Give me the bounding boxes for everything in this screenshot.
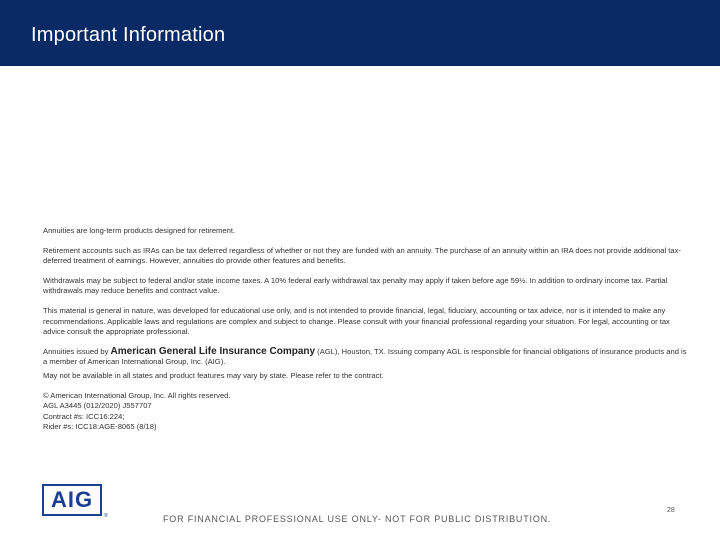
- copyright-line: © American International Group, Inc. All rights reserved.: [43, 390, 231, 400]
- issuer-text-before: Annuities issued by: [43, 346, 111, 356]
- page-number: 28: [667, 507, 675, 514]
- form-number-line: AGL A3445 (012/2020) J557707: [43, 401, 152, 411]
- paragraph-withdrawals: Withdrawals may be subject to federal and/or state income taxes. A 10% federal early withdrawal tax penalty may apply if taken before age 59½. In addition to ordinary income tax. Partial withdrawals may reduce benefits and contract value.: [43, 275, 668, 296]
- disclosure-text: [43, 226, 691, 433]
- contract-number-line: Contract #s: ICC16:224;: [43, 411, 125, 421]
- aig-logo: [42, 484, 102, 516]
- legal-block: [43, 391, 691, 433]
- paragraph-retirement-accounts: Retirement accounts such as IRAs can be tax deferred regardless of whether or not they are funded with an annuity. The purchase of an annuity within an IRA does not provide additional tax-deferred treatment of earnings. However, annuities do provide other features and benefits.: [43, 245, 681, 266]
- page-title: Important Information: [31, 24, 226, 46]
- issuer-company-name: American General Life Insurance Company: [110, 345, 316, 357]
- paragraph-general-nature: This material is general in nature, was developed for educational use only, and is not intended to provide financial, legal, fiduciary, accounting or tax advice, nor is it intended to make any recommendations. Applicable laws and regulations are complex and subject to change. Please consult with your financial professional regarding your situation. For legal, accounting or tax advice consult the appropriate professional.: [43, 305, 670, 337]
- registered-mark: ®: [104, 513, 108, 519]
- paragraph-annuities-long-term: Annuities are long-term products designed for retirement.: [43, 226, 236, 235]
- paragraph-issuer: [43, 347, 691, 368]
- aig-logo-text: AIG: [50, 487, 94, 512]
- issuer-text-after: (AGL), Houston, TX. Issuing company AGL is responsible for financial obligations of insurance products and is a member of American International Group, Inc. (AIG).: [43, 346, 687, 367]
- header-bar: [0, 0, 720, 66]
- footer-disclaimer: FOR FINANCIAL PROFESSIONAL USE ONLY- NOT FOR PUBLIC DISTRIBUTION.: [163, 514, 552, 524]
- rider-number-line: Rider #s: ICC18:AGE-8065 (8/18): [43, 422, 157, 432]
- paragraph-availability: May not be available in all states and product features may vary by state. Please refer to the contract.: [43, 370, 384, 380]
